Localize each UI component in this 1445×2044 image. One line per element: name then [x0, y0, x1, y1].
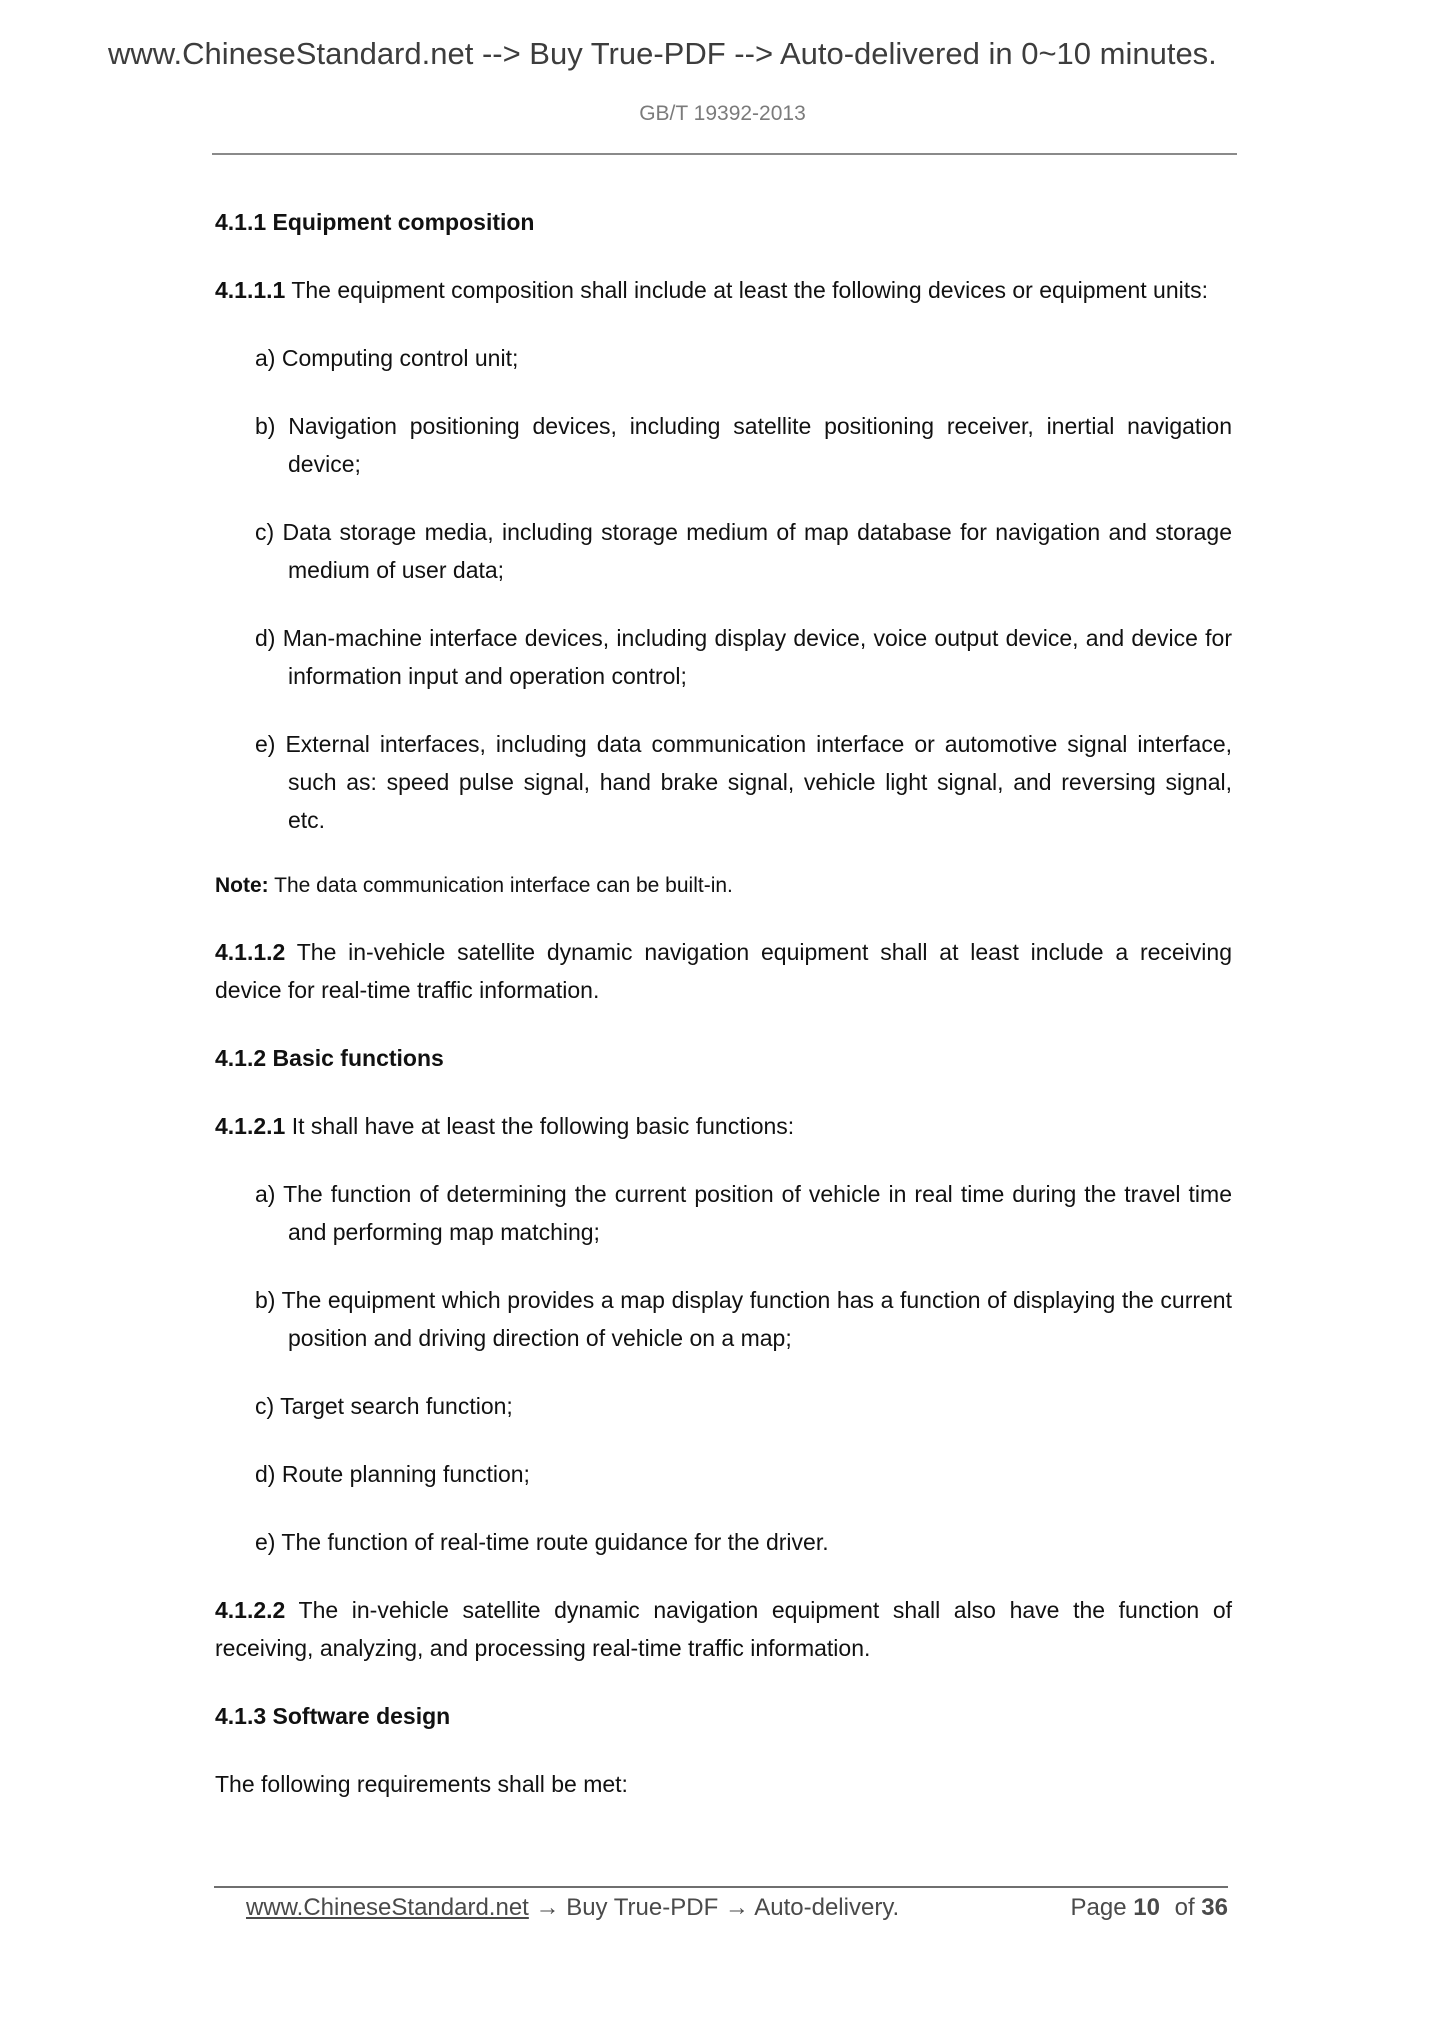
- clause-number: 4.1.2.2: [215, 1597, 286, 1623]
- list-item: a) The function of determining the current position of vehicle in real time during the travel time and performing map matching;: [255, 1181, 1232, 1245]
- clause-paragraph: 4.1.1.1 The equipment composition shall include at least the following devices or equipment units:: [215, 277, 1209, 303]
- document-body: [215, 203, 1232, 1803]
- page-of-label: of: [1174, 1894, 1195, 1921]
- clause-paragraph: 4.1.2.2 The in-vehicle satellite dynamic navigation equipment shall also have the function of receiving, analyzing, and processing real-time traffic information.: [215, 1597, 1232, 1661]
- paragraph: The following requirements shall be met:: [215, 1771, 628, 1797]
- list-item: a) Computing control unit;: [255, 345, 519, 371]
- page-current: 10: [1133, 1894, 1160, 1921]
- footer-buy-label: Buy True-PDF: [566, 1894, 719, 1921]
- list-item: b) The equipment which provides a map display function has a function of displaying the current position and driving direction of vehicle on a map;: [255, 1287, 1232, 1351]
- list-item: e) The function of real-time route guidance for the driver.: [255, 1529, 829, 1555]
- clause-paragraph: 4.1.2.1 It shall have at least the following basic functions:: [215, 1113, 795, 1139]
- clause-number: 4.1.1.1: [215, 277, 286, 303]
- clause-number: 4.1.1.2: [215, 939, 286, 965]
- header-divider: [212, 153, 1237, 155]
- page-total: 36: [1201, 1894, 1228, 1921]
- section-heading: 4.1.1 Equipment composition: [215, 209, 535, 235]
- footer: [246, 1894, 1228, 1922]
- list-item: d) Route planning function;: [255, 1461, 530, 1487]
- list-item: c) Data storage media, including storage medium of map database for navigation and storage medium of user data;: [255, 519, 1232, 583]
- clause-number: 4.1.2.1: [215, 1113, 286, 1139]
- standard-code: GB/T 19392-2013: [639, 102, 806, 125]
- footer-divider: [214, 1886, 1228, 1888]
- arrow-icon: →: [724, 1894, 749, 1921]
- arrow-icon: →: [535, 1894, 560, 1921]
- footer-left: [246, 1894, 899, 1922]
- page-indicator: [1071, 1894, 1229, 1922]
- section-heading: 4.1.2 Basic functions: [215, 1045, 444, 1071]
- list-item: d) Man-machine interface devices, including display device, voice output device, and device for information input and operation control;: [255, 625, 1232, 689]
- note: Note: The data communication interface can be built-in.: [215, 874, 733, 897]
- footer-site-link[interactable]: www.ChineseStandard.net: [246, 1894, 529, 1921]
- list-item: c) Target search function;: [255, 1393, 513, 1419]
- list-item: b) Navigation positioning devices, including satellite positioning receiver, inertial navigation device;: [255, 413, 1232, 477]
- header-promo-text: www.ChineseStandard.net --> Buy True-PDF --> Auto-delivered in 0~10 minutes.: [108, 36, 1217, 71]
- footer-delivery-label: Auto-delivery.: [754, 1894, 900, 1921]
- list-item: e) External interfaces, including data communication interface or automotive signal interface, such as: speed pulse signal, hand brake signal, vehicle light signal, and reversing signal, etc.: [255, 731, 1232, 833]
- section-heading: 4.1.3 Software design: [215, 1703, 451, 1729]
- note-label: Note:: [215, 874, 269, 897]
- clause-paragraph: 4.1.1.2 The in-vehicle satellite dynamic navigation equipment shall at least include a receiving device for real-time traffic information.: [215, 939, 1232, 1003]
- page-label: Page: [1070, 1894, 1127, 1921]
